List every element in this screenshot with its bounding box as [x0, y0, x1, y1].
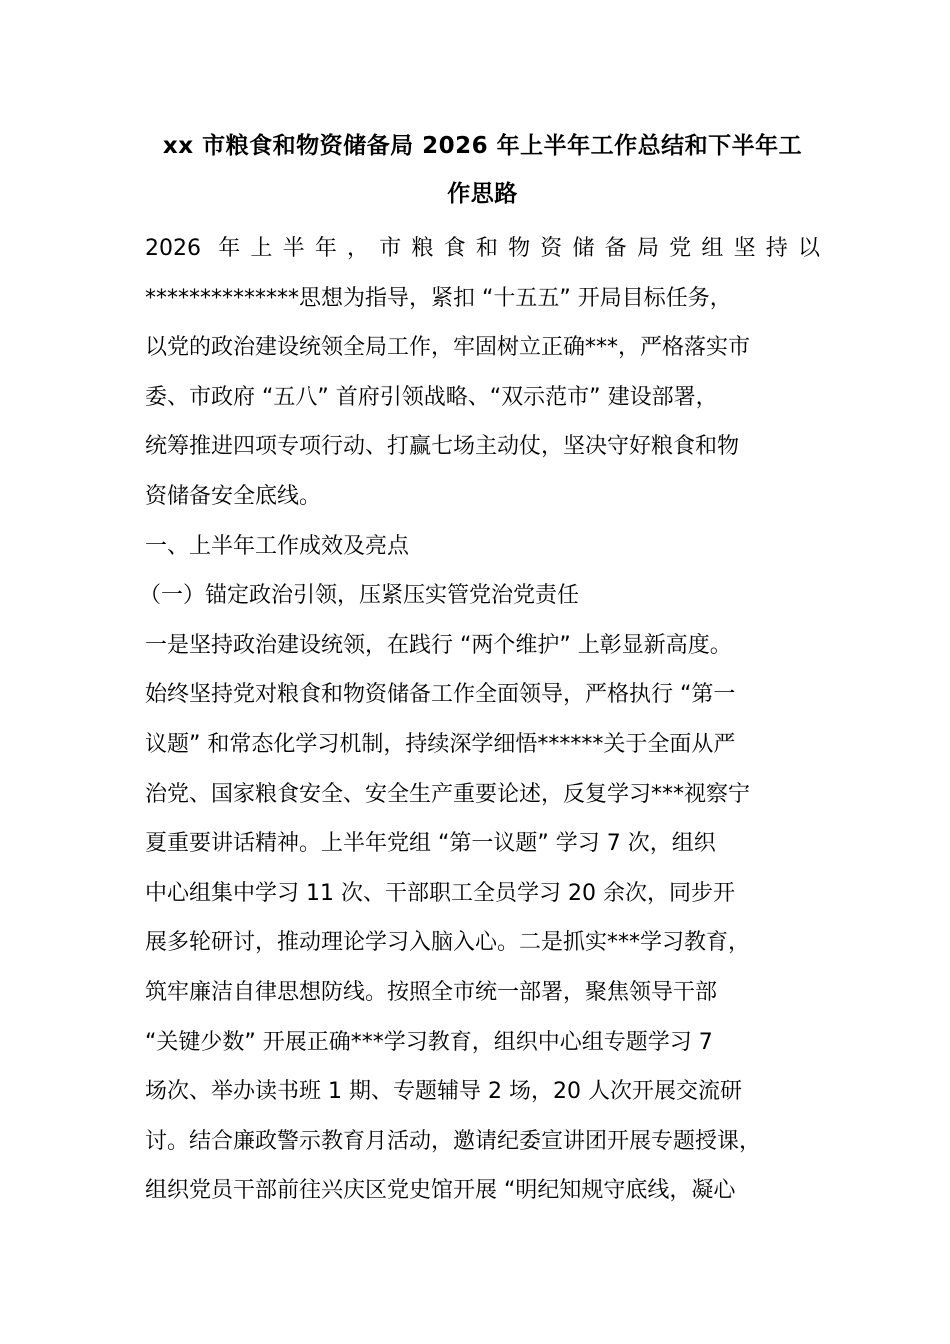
text-line: 讨。结合廉政警示教育月活动，邀请纪委宣讲团开展专题授课， — [145, 1128, 762, 1154]
text-line: 2026 年上半年，市粮食和物资储备局党组坚持以 — [145, 236, 820, 261]
text-line: 场次、举办读书班 1 期、专题辅导 2 场，20 人次开展交流研 — [145, 1079, 742, 1105]
text-line: 治党、国家粮食安全、安全生产重要论述，反复学习***视察宁 — [145, 781, 751, 807]
subsection-heading: （一）锚定政治引领，压紧压实管党治党责任 — [139, 583, 580, 609]
body-paragraph — [145, 621, 820, 1216]
text-line: 资储备安全底线。 — [145, 483, 322, 509]
section-heading: 一、上半年工作成效及亮点 — [145, 533, 410, 559]
text-line: 夏重要讲话精神。上半年党组 “第一议题” 学习 7 次，组织 — [145, 831, 716, 857]
text-line: 始终坚持党对粮食和物资储备工作全面领导，严格执行 “第一 — [145, 682, 736, 708]
document-title — [145, 122, 820, 218]
text-line: 委、市政府 “五八” 首府引领战略、“双示范市” 建设部署， — [145, 384, 718, 410]
text-line: 以党的政治建设统领全局工作，牢固树立正确***，严格落实市 — [145, 335, 751, 361]
text-line: 展多轮研讨，推动理论学习入脑入心。二是抓实***学习教育， — [145, 930, 751, 956]
title-line: xx 市粮食和物资储备局 2026 年上半年工作总结和下半年工 — [162, 133, 803, 159]
text-line: **************思想为指导，紧扣 “十五五” 开局目标任务， — [145, 285, 732, 311]
title-line: 作思路 — [447, 181, 518, 207]
text-line: 统筹推进四项专项行动、打赢七场主动仗，坚决守好粮食和物 — [145, 434, 740, 460]
text-line: 筑牢廉洁自律思想防线。按照全市统一部署，聚焦领导干部 — [145, 979, 718, 1005]
text-line: 组织党员干部前往兴庆区党史馆开展 “明纪知规守底线，凝心 — [145, 1178, 736, 1204]
text-line: 议题” 和常态化学习机制，持续深学细悟******关于全面从严 — [145, 731, 736, 757]
intro-paragraph — [145, 224, 820, 522]
document-body — [139, 224, 820, 1216]
text-line: 中心组集中学习 11 次、干部职工全员学习 20 余次，同步开 — [145, 880, 735, 906]
text-line: 一是坚持政治建设统领，在践行 “两个维护” 上彰显新高度。 — [145, 632, 732, 658]
text-line: “关键少数” 开展正确***学习教育，组织中心组专题学习 7 — [145, 1029, 713, 1055]
